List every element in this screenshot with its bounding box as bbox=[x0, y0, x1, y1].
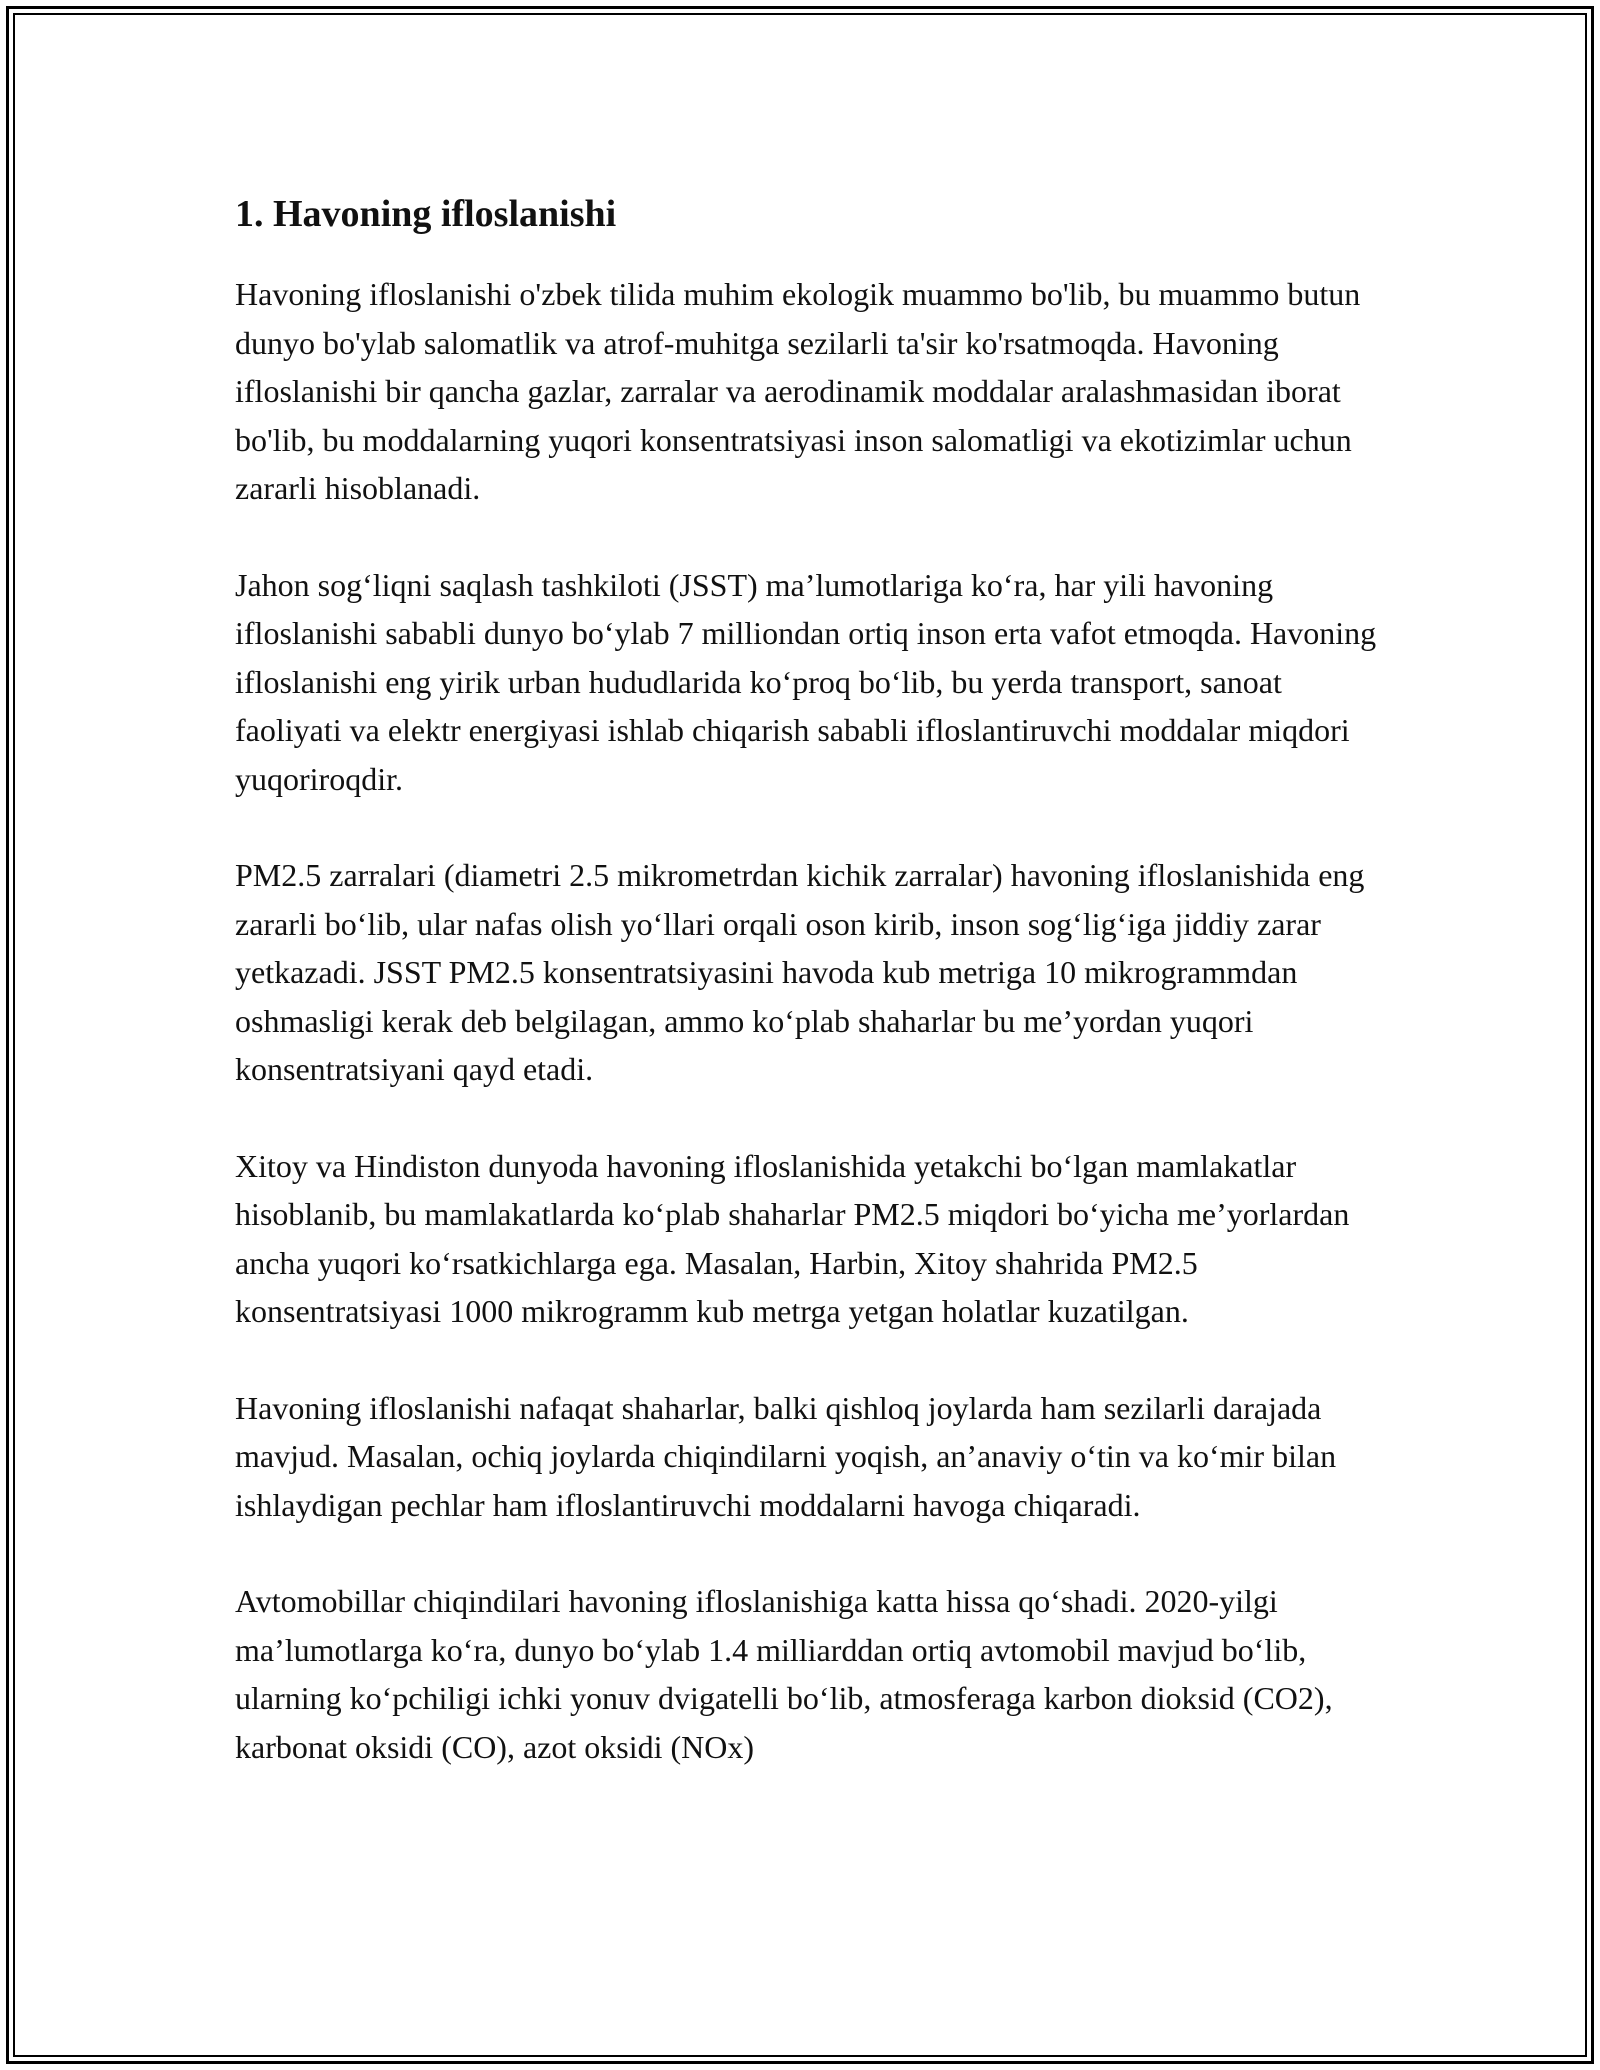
document-body bbox=[235, 186, 1385, 1819]
paragraph-2: Jahon sog‘liqni saqlash tashkiloti (JSST) ma’lumotlariga ko‘ra, har yili havoning ifloslanishi sababli dunyo bo‘ylab 7 milliondan ortiq inson erta vafot etmoqda. Havoning ifloslanishi eng yirik urban hududlarida ko‘proq bo‘lib, bu yerda transport, sanoat faoliyati va elektr energiyasi ishlab chiqarish sababli ifloslantiruvchi moddalar miqdori yuqoriroqdir. bbox=[235, 566, 1377, 797]
paragraph-3: PM2.5 zarralari (diametri 2.5 mikrometrdan kichik zarralar) havoning ifloslanishida eng zararli bo‘lib, ular nafas olish yo‘llari orqali oson kirib, inson sog‘lig‘iga jiddiy zarar yetkazadi. JSST PM2.5 konsentratsiyasini havoda kub metriga 10 mikrogrammdan oshmasligi kerak deb belgilagan, ammo ko‘plab shaharlar bu me’yordan yuqori konsentratsiyani qayd etadi. bbox=[235, 857, 1365, 1087]
paragraph-5: Havoning ifloslanishi nafaqat shaharlar, balki qishloq joylarda ham sezilarli darajada mavjud. Masalan, ochiq joylarda chiqindilarni yoqish, an’anaviy o‘tin va ko‘mir bilan ishlaydigan pechlar ham ifloslantiruvchi moddalarni havoga chiqaradi. bbox=[235, 1389, 1337, 1523]
paragraph-4: Xitoy va Hindiston dunyoda havoning ifloslanishida yetakchi bo‘lgan mamlakatlar hisoblanib, bu mamlakatlarda ko‘plab shaharlar PM2.5 miqdori bo‘yicha me’yorlardan ancha yuqori ko‘rsatkichlarga ega. Masalan, Harbin, Xitoy shahrida PM2.5 konsentratsiyasi 1000 mikrogramm kub metrga yetgan holatlar kuzatilgan. bbox=[235, 1147, 1350, 1329]
paragraph-1: Havoning ifloslanishi o'zbek tilida muhim ekologik muammo bo'lib, bu muammo butun dunyo bo'ylab salomatlik va atrof-muhitga sezilarli ta'sir ko'rsatmoqda. Havoning ifloslanishi bir qancha gazlar, zarralar va aerodinamik moddalar aralashmasidan iborat bo'lib, bu moddalarning yuqori konsentratsiyasi inson salomatligi va ekotizimlar uchun zararli hisoblanadi. bbox=[235, 276, 1361, 506]
paragraph-6: Avtomobillar chiqindilari havoning ifloslanishiga katta hissa qo‘shadi. 2020-yilgi ma’lumotlarga ko‘ra, dunyo bo‘ylab 1.4 milliarddan ortiq avtomobil mavjud bo‘lib, ularning ko‘pchiligi ichki yonuv dvigatelli bo‘lib, atmosferaga karbon dioksid (CO2), karbonat oksidi (CO), azot oksidi (NOx) bbox=[235, 1583, 1333, 1765]
section-heading: 1. Havoning ifloslanishi bbox=[235, 193, 617, 235]
